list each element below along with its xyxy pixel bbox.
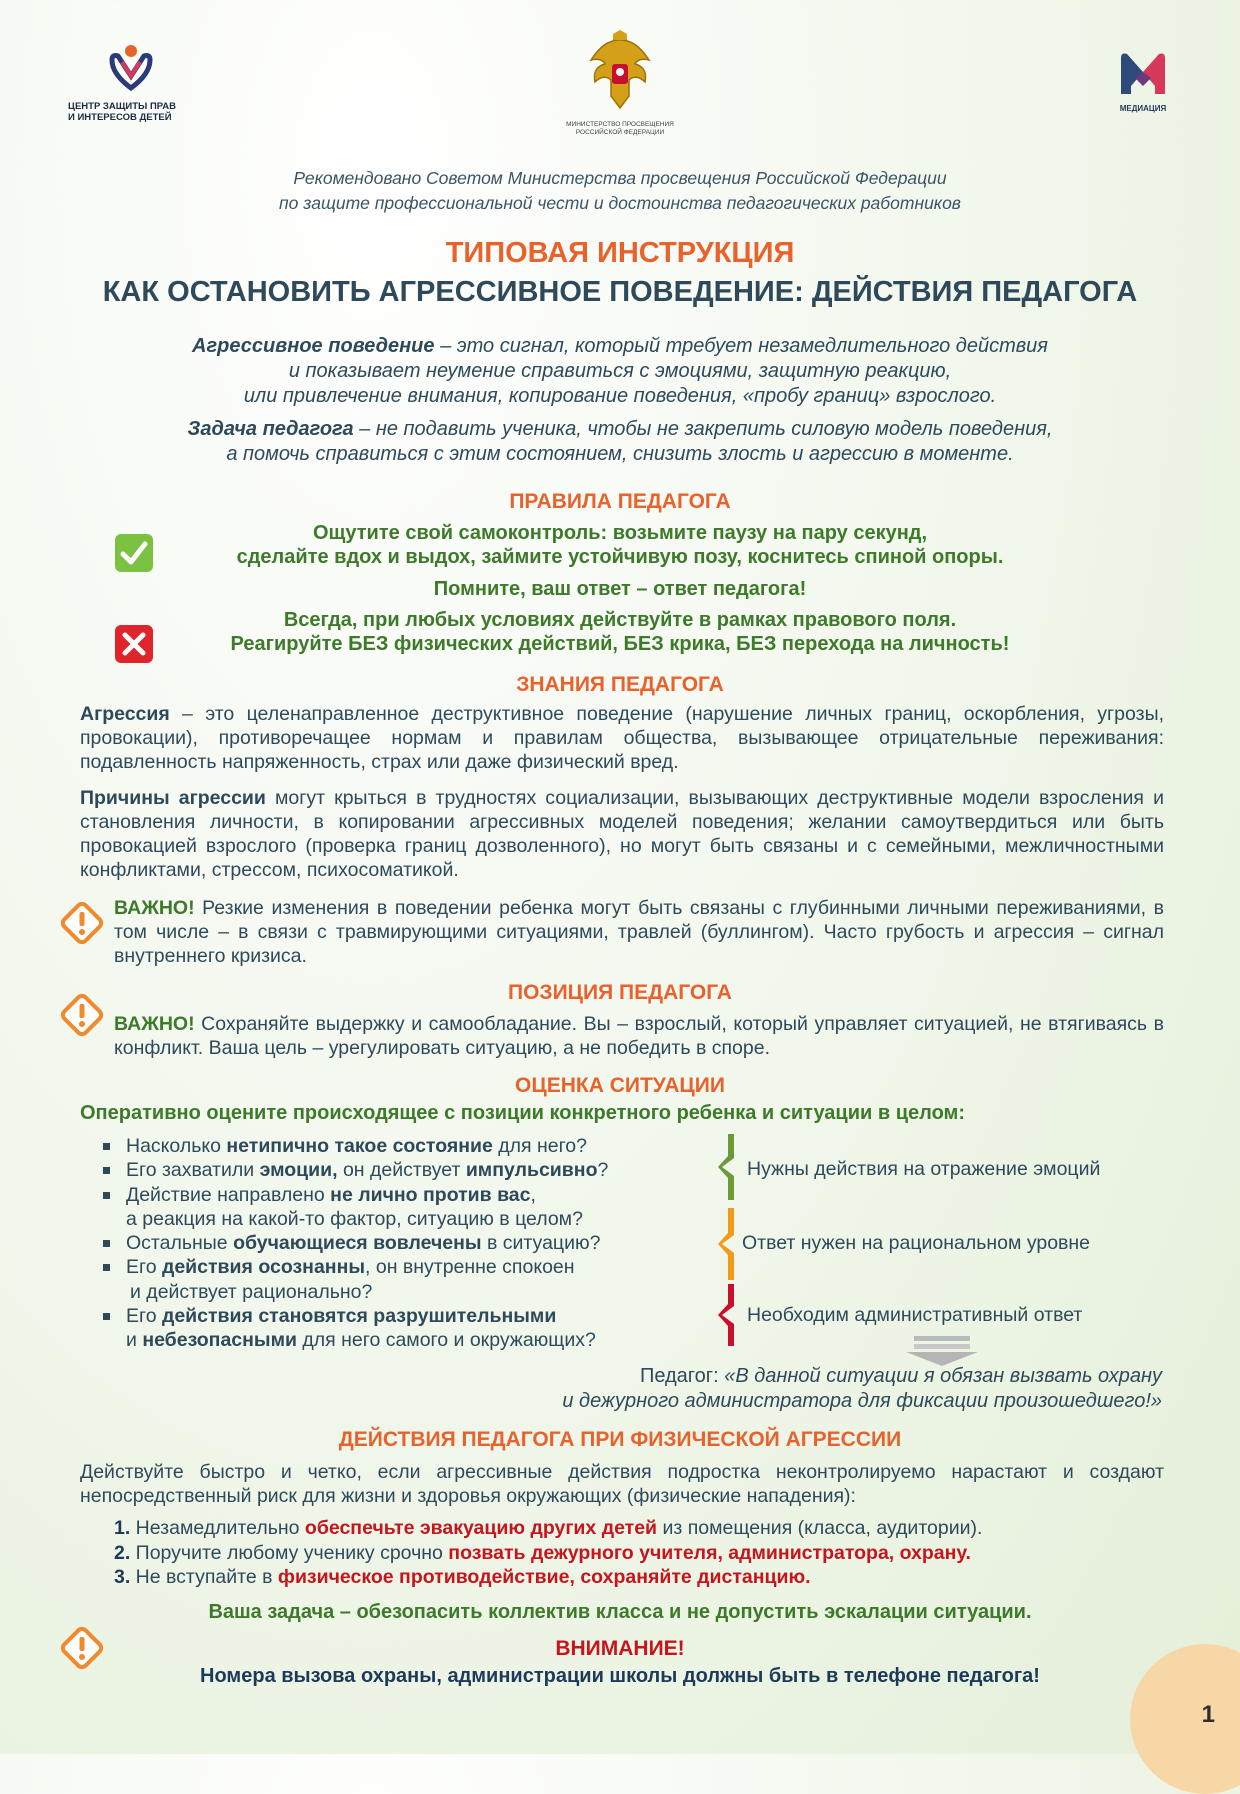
list-item: Его действия становятся разрушительными xyxy=(100,1304,720,1328)
intro-p1-line1: – это сигнал, который требует незамедлительного действия xyxy=(434,335,1048,357)
list-item: 3. Не вступайте в физическое противодействие, сохраняйте дистанцию. xyxy=(114,1566,811,1588)
center-logo-text-2: РОССИЙСКОЙ ФЕДЕРАЦИИ xyxy=(575,129,665,136)
mediation-logo xyxy=(1108,50,1178,113)
teacher-quote xyxy=(400,1364,1162,1413)
list-item-continuation: и небезопасными для него самого и окружающих? xyxy=(126,1329,596,1352)
left-logo-text-2: И ИНТЕРЕСОВ ДЕТЕЙ xyxy=(68,112,172,123)
assessment-subheading: Оперативно оцените происходящее с позиции конкретного ребенка и ситуации в целом: xyxy=(80,1102,965,1124)
intro-p2-line1: – не подавить ученика, чтобы не закрепить силовую модель поведения, xyxy=(353,418,1053,440)
assessment-questions xyxy=(100,1134,720,1353)
attention-text: Номера вызова охраны, администрации школы должны быть в телефоне педагога! xyxy=(200,1665,1040,1687)
side-note-rational: Ответ нужен на рациональном уровне xyxy=(742,1232,1091,1254)
warning-icon xyxy=(58,991,106,1044)
quote-line-1: «В данной ситуации я обязан вызвать охрану xyxy=(724,1365,1162,1387)
bracket-rational xyxy=(718,1208,738,1285)
document-title: ТИПОВАЯ ИНСТРУКЦИЯ xyxy=(445,237,795,269)
rules-line-5: Реагируйте БЕЗ физических действий, БЕЗ крика, БЕЗ перехода на личность! xyxy=(230,633,1010,655)
attention-label: ВНИМАНИЕ! xyxy=(555,1637,685,1660)
term-causes: Причины агрессии xyxy=(80,787,266,809)
rules-heading: ПРАВИЛА ПЕДАГОГА xyxy=(509,490,731,513)
heart-people-icon xyxy=(106,42,156,92)
rules-line-4: Всегда, при любых условиях действуйте в рамках правового поля. xyxy=(283,609,957,631)
intro-p2-line2: а помочь справиться с этим состоянием, снизить злость и агрессию в моменте. xyxy=(226,443,1014,465)
list-item-continuation: а реакция на какой-то фактор, ситуацию в целом? xyxy=(126,1207,583,1230)
quote-line-2: и дежурного администратора для фиксации произошедшего!» xyxy=(562,1389,1162,1412)
term-aggression: Агрессия xyxy=(80,703,170,725)
center-logo-text-1: МИНИСТЕРСТВО ПРОСВЕЩЕНИЯ xyxy=(566,121,674,128)
left-logo-text-1: ЦЕНТР ЗАЩИТЫ ПРАВ xyxy=(68,101,177,112)
list-item: Его захватили эмоции, он действует импульсивно? xyxy=(100,1158,720,1182)
center-protection-logo xyxy=(68,42,208,123)
physical-actions-list xyxy=(114,1516,1174,1590)
list-item: Насколько нетипично такое состояние для него? xyxy=(100,1134,720,1158)
recommended-line-2: по защите профессиональной чести и достоинства педагогических работников xyxy=(279,193,961,213)
quote-prefix: Педагог: xyxy=(639,1365,725,1387)
knowledge-heading: ЗНАНИЯ ПЕДАГОГА xyxy=(516,673,724,696)
important-label: ВАЖНО! xyxy=(114,1013,195,1035)
mediation-m-icon xyxy=(1117,50,1169,98)
rules-line-2: сделайте вдох и выдох, займите устойчивую позу, коснитесь спиной опоры. xyxy=(236,546,1004,568)
position-important-note xyxy=(114,1012,1164,1060)
recommended-note xyxy=(120,166,1120,216)
knowledge-p2-text: могут крыться в трудностях социализации, вызывающих деструктивные модели взросления и становления личности, в копировании агрессивных моделей поведения; желании самоутвердиться или быть провокацией взрослого (проверка границ дозволенного), но могут быть связаны и с семейными, межличностными конфликтами, стрессом, психосоматикой. xyxy=(80,787,1164,881)
assessment-heading: ОЦЕНКА СИТУАЦИИ xyxy=(515,1074,725,1097)
right-logo-text: МЕДИАЦИЯ xyxy=(1119,104,1167,113)
physical-heading: ДЕЙСТВИЯ ПЕДАГОГА ПРИ ФИЗИЧЕСКОЙ АГРЕССИИ xyxy=(338,1428,902,1451)
list-item: Его действия осознанны, он внутренне спокоен xyxy=(100,1255,720,1279)
intro-term-task: Задача педагога xyxy=(187,418,354,440)
list-item: 2. Поручите любому ученику срочно позвать дежурного учителя, администратора, охрану. xyxy=(114,1541,971,1564)
bracket-administrative xyxy=(718,1284,738,1351)
double-headed-eagle-icon xyxy=(585,30,655,114)
position-heading: ПОЗИЦИЯ ПЕДАГОГА xyxy=(508,981,732,1004)
ministry-logo xyxy=(560,30,680,137)
side-note-emotions: Нужны действия на отражение эмоций xyxy=(747,1158,1101,1180)
rules-line-3: Помните, ваш ответ – ответ педагога! xyxy=(433,578,807,600)
physical-task: Ваша задача – обезопасить коллектив класса и не допустить эскалации ситуации. xyxy=(208,1601,1032,1623)
warning-icon xyxy=(58,899,106,952)
knowledge-p1-text: – это целенаправленное деструктивное поведение (нарушение личных границ, оскорбления, угрозы, провокации), противоречащее нормам и правилам общества, вызывающее отрицательные переживания: подавленность напряженность, страх или даже физический вред. xyxy=(80,703,1164,773)
important-label: ВАЖНО! xyxy=(114,897,195,919)
bracket-emotions xyxy=(718,1134,738,1205)
rules-line-1: Ощутите свой самоконтроль: возьмите паузу на пару секунд, xyxy=(312,522,928,544)
position-important-text: Сохраняйте выдержку и самообладание. Вы – взрослый, который управляет ситуацией, не втягиваясь в конфликт. Ваша цель – урегулировать ситуацию, а не победить в споре. xyxy=(114,1013,1164,1059)
knowledge-paragraph-1 xyxy=(80,702,1164,774)
side-note-administrative: Необходим административный ответ xyxy=(747,1304,1083,1326)
intro-p1-line3: или привлечение внимания, копирование поведения, «пробу границ» взрослого. xyxy=(243,385,997,407)
recommended-line-1: Рекомендовано Советом Министерства просвещения Российской Федерации xyxy=(293,168,947,188)
list-item: 1. Незамедлительно обеспечьте эвакуацию других детей из помещения (класса, аудитории). xyxy=(114,1517,983,1539)
document-subtitle: КАК ОСТАНОВИТЬ АГРЕССИВНОЕ ПОВЕДЕНИЕ: ДЕЙСТВИЯ ПЕДАГОГА xyxy=(102,276,1138,308)
list-item-continuation: и действует рационально? xyxy=(130,1280,373,1303)
intro-paragraph-1 xyxy=(60,334,1180,409)
list-item: Остальные обучающиеся вовлечены в ситуацию? xyxy=(100,1231,720,1255)
knowledge-important-text: Резкие изменения в поведении ребенка могут быть связаны с глубинными личными переживаниями, в том числе – в связи с травмирующими ситуациями, травлей (буллингом). Часто грубость и агрессия – сигнал внутреннего кризиса. xyxy=(114,897,1164,967)
intro-paragraph-2 xyxy=(60,417,1180,467)
physical-intro: Действуйте быстро и четко, если агрессивные действия подростка неконтролируемо нарастают и создают непосредственный риск для жизни и здоровья окружающих (физические нападения): xyxy=(80,1461,1164,1507)
knowledge-paragraph-2 xyxy=(80,786,1164,882)
page-number: 1 xyxy=(1201,1701,1215,1728)
knowledge-important-note xyxy=(114,896,1164,968)
intro-term-aggression: Агрессивное поведение xyxy=(192,335,435,357)
list-item: Действие направлено не лично против вас, xyxy=(100,1183,720,1207)
intro-p1-line2: и показывает неумение справиться с эмоциями, защитную реакцию, xyxy=(288,360,952,382)
